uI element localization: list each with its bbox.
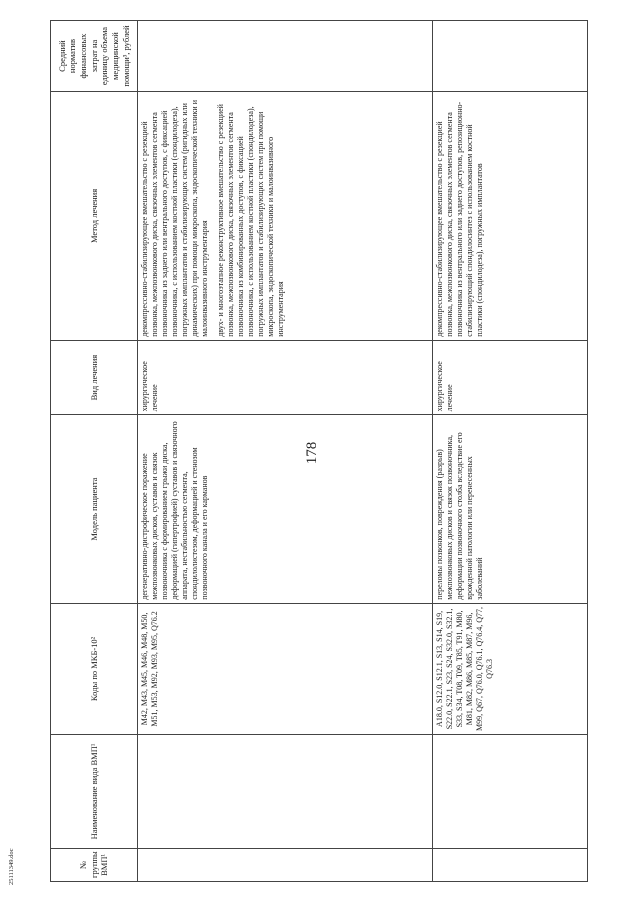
- cell-patient-model: переломы позвонков, повреждения (разрыв) межпозвонковых дисков и связок позвоночника, деформации позвоночного столба вследствие его врожденной патологии или перенесенных заболеваний: [433, 415, 588, 603]
- table-row: [138, 21, 433, 882]
- cell-icd-codes: M42, M43, M45, M46, M48, M50, M51, M53, M92, M93, M95, Q76.2: [138, 603, 433, 734]
- cell-avg-cost: [138, 21, 433, 92]
- header-patient-model: Модель пациента: [51, 415, 138, 603]
- table-row: [433, 21, 588, 882]
- header-treatment-method: Метод лечения: [51, 92, 138, 341]
- document-footer: 25111349.doc: [8, 848, 15, 885]
- treatment-method-item: двух- и многоэтапное реконструктивное вмешательство с резекцией позвонка, межпозвонкового диска, связочных элементов сегмента позвоночника из комбинированных доступов, с фиксацией позвоночника, с использованием костной пластики (спондилодеза), погружных имплантатов и стабилизирующих систем при помощи микроскопа, эндоскопической техники и малоинвазивного инструментария: [216, 104, 285, 337]
- table-container: [50, 20, 590, 882]
- header-icd-codes: Коды по МКБ-10²: [51, 603, 138, 734]
- cell-vmp-name: [138, 735, 433, 849]
- cell-treatment-type: хирургическое лечение: [138, 340, 433, 415]
- header-avg-cost: Средний норматив финансовых затрат на единицу объема медицинской помощи³, рублей: [51, 21, 138, 92]
- header-treatment-type: Вид лечения: [51, 340, 138, 415]
- cell-vmp-name: [433, 735, 588, 849]
- cell-treatment-method: [433, 92, 588, 341]
- treatment-method-item: декомпрессивно-стабилизирующее вмешательство с резекцией позвонка, межпозвонкового диска, связочных элементов сегмента позвоночника из заднего или вентрального доступов, с фиксацией позвоночника, с использованием костной пластики (спондилодеза), погружных имплантатов и стабилизирующих систем (ригидных или динамических) при помощи микроскопа, эндоскопической техники и малоинвазивного инструментария: [140, 100, 209, 337]
- table-header-row: [51, 21, 138, 882]
- vmp-table: [50, 20, 588, 882]
- cell-patient-model: дегенеративно-дистрофическое поражение межпозвонковых дисков, суставов и связок позвоночника с формированием грыжи диска, деформацией (гипертрофией) суставов и связочного аппарата, нестабильностью сегмента, спондилолистезом, деформацией и стенозом позвоночного канала и его карманов: [138, 415, 433, 603]
- cell-group-no: [433, 848, 588, 881]
- treatment-method-item: декомпрессивно-стабилизирующее вмешательство с резекцией позвонка, межпозвонкового диска, связочных элементов сегмента позвоночника из вентрального или заднего доступов, репозиционно-стабилизирующий спондилосинтез с использованием костной пластики (спондилодеза), погружных имплантатов: [435, 101, 484, 337]
- header-group-no: № группы ВМП¹: [51, 848, 138, 881]
- cell-treatment-type: хирургическое лечение: [433, 340, 588, 415]
- cell-group-no: [138, 848, 433, 881]
- cell-icd-codes: A18.0, S12.0, S12.1, S13, S14, S19, S22.0, S22.1, S23, S24, S32.0, S32.1, S33, S34, T08, T09, T85, T91, M80, M81, M82, M86, M85, M87, M96, M99, Q67, Q76.0, Q76.1, Q76.4, Q77, Q76.3: [433, 603, 588, 734]
- page-number: 178: [304, 441, 320, 465]
- cell-treatment-method: [138, 92, 433, 341]
- header-vmp-name: Наименование вида ВМП¹: [51, 735, 138, 849]
- cell-avg-cost: [433, 21, 588, 92]
